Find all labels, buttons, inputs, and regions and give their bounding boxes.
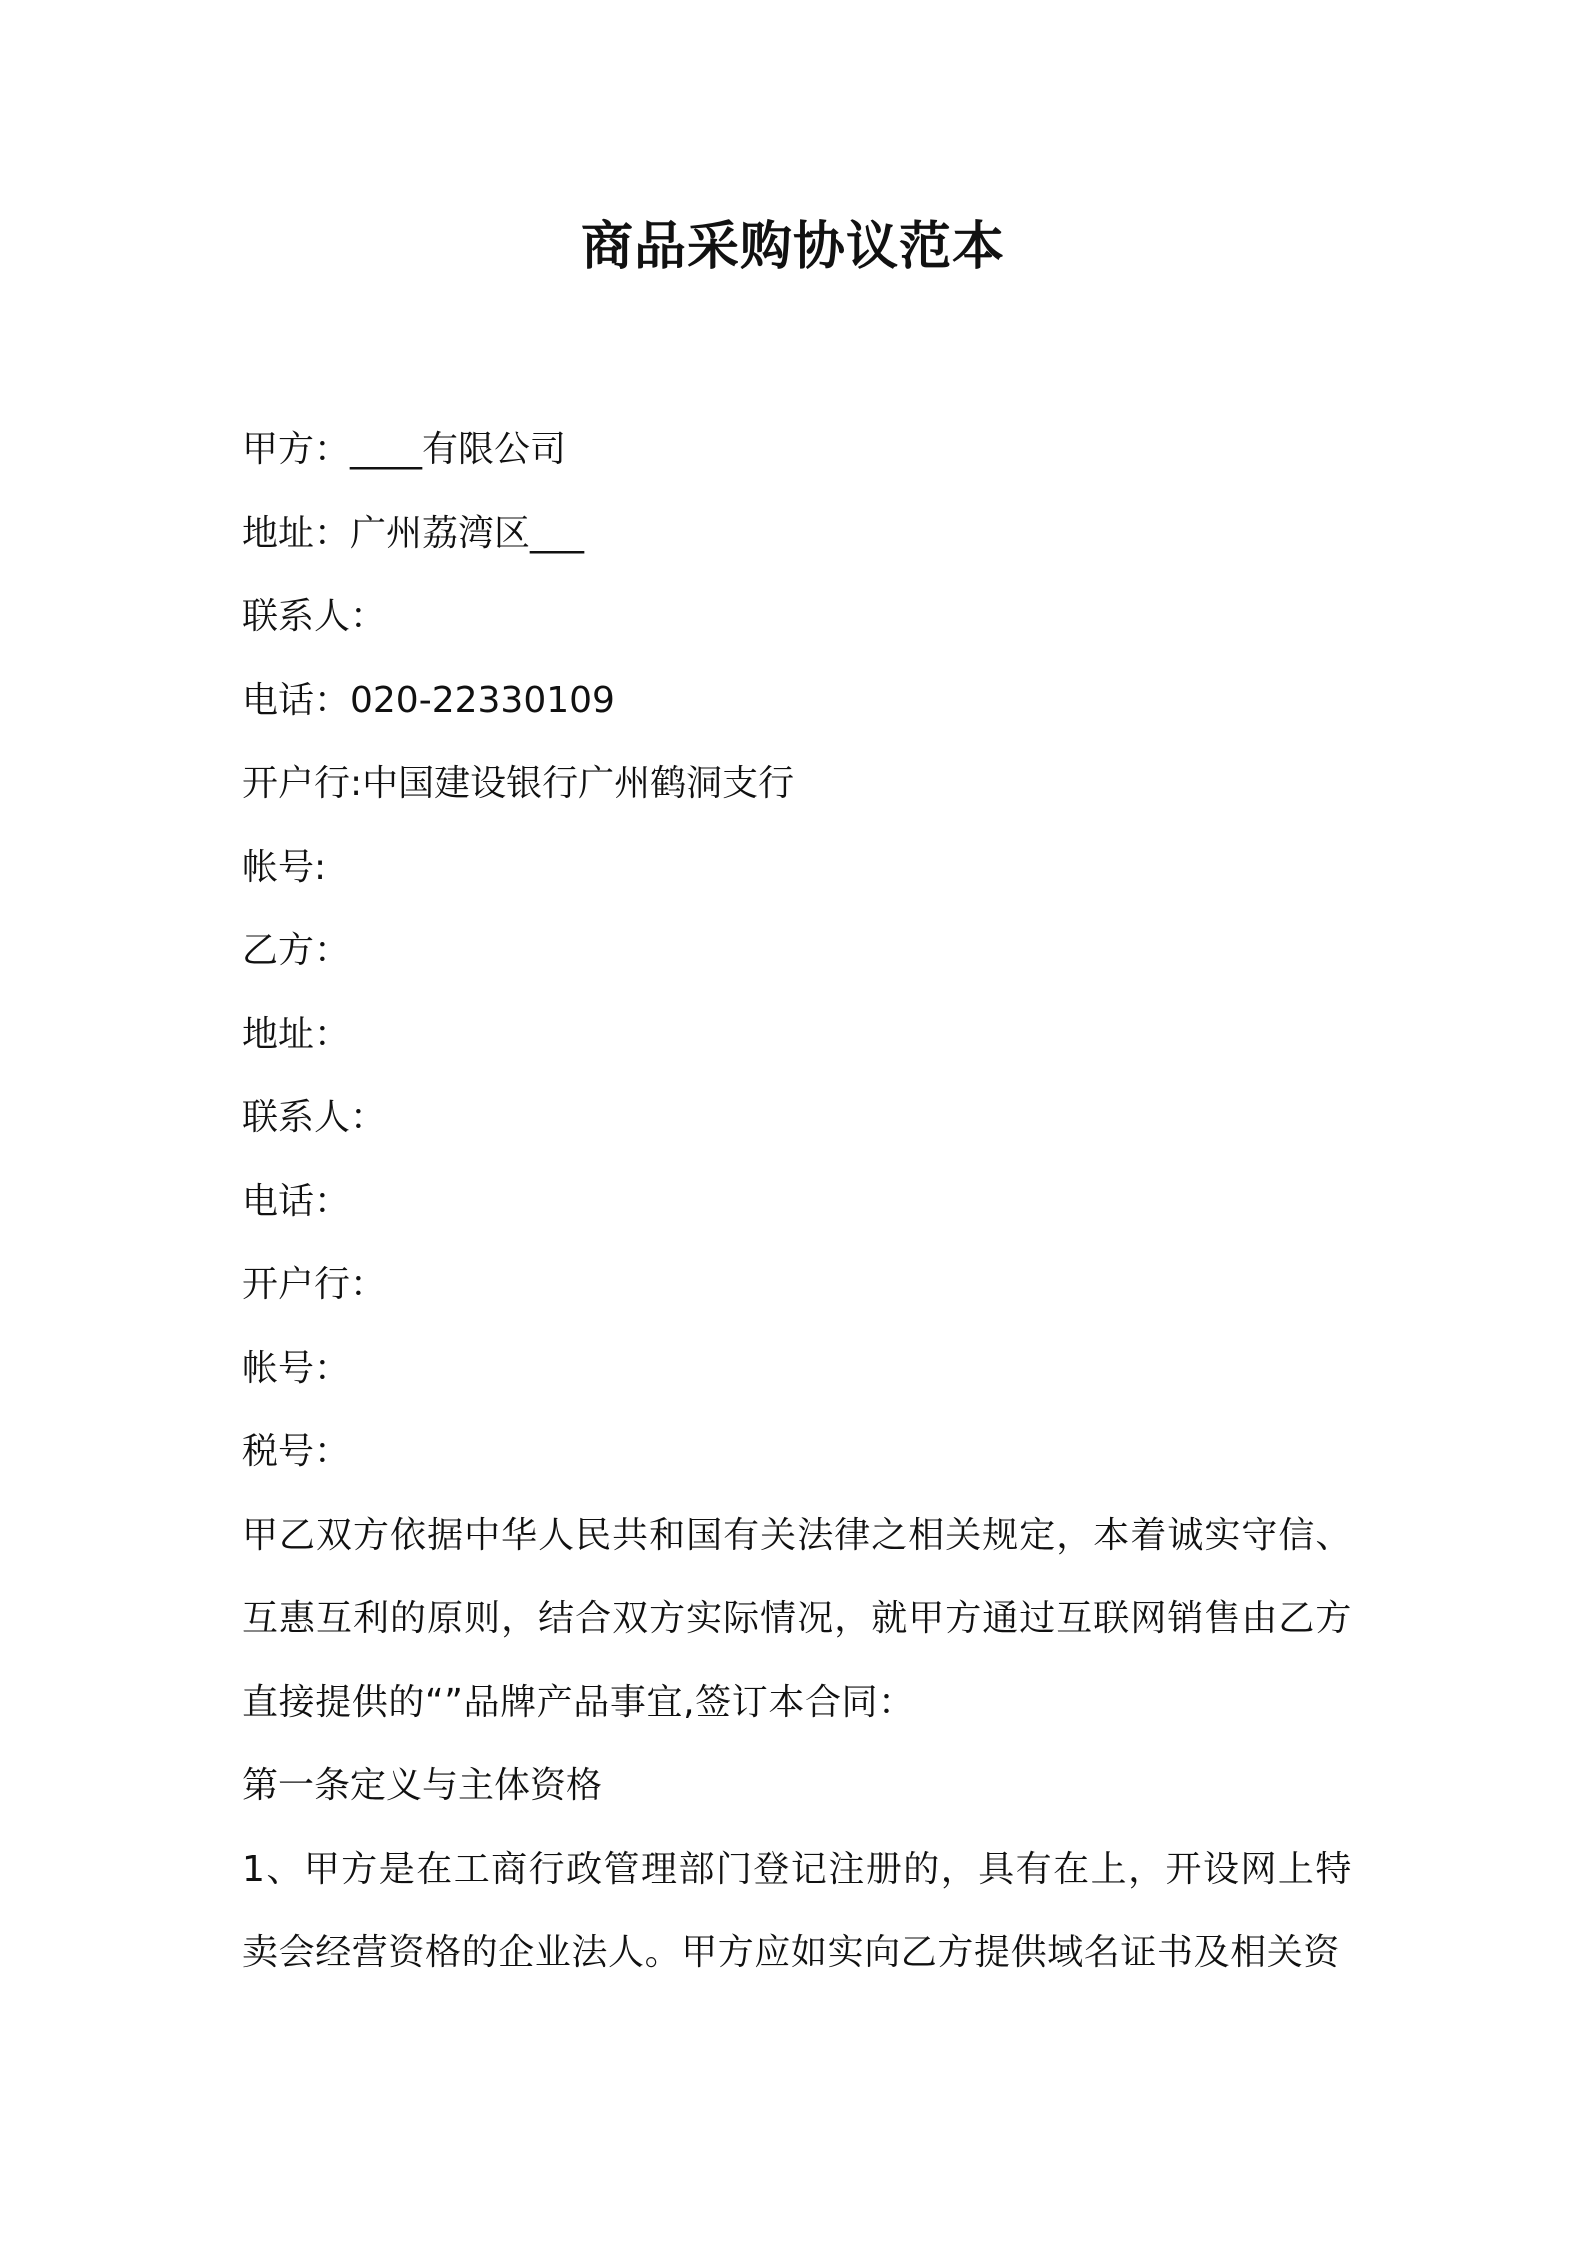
contract-body — [242, 408, 1352, 1995]
party-b-contact: 联系人： — [242, 1097, 387, 1138]
party-b-info — [242, 909, 1352, 1494]
party-b-address: 地址： — [242, 1013, 351, 1055]
article-1-clause-1: 1、甲方是在工商行政管理部门登记注册的，具有在上，开设网上特卖会经营资格的企业法人。甲方应如实向乙方提供域名证书及相关资 — [242, 1848, 1352, 1973]
party-b-name: 乙方： — [242, 930, 351, 971]
party-a-info — [242, 408, 1352, 909]
document-title: 商品采购协议范本 — [580, 217, 1005, 277]
party-b-account: 帐号： — [242, 1347, 351, 1389]
party-b-phone: 电话： — [242, 1180, 351, 1222]
party-a-contact: 联系人： — [242, 596, 387, 637]
party-a-address: 地址：广州荔湾区___ — [242, 512, 585, 554]
party-a-name: 甲方：____有限公司 — [242, 429, 567, 470]
party-a-phone: 电话：020-22330109 — [242, 679, 615, 721]
article-1-heading: 第一条定义与主体资格 — [242, 1765, 603, 1806]
party-b-tax: 税号： — [242, 1431, 351, 1472]
party-a-account: 帐号: — [242, 846, 327, 888]
party-a-bank: 开户行:中国建设银行广州鹤洞支行 — [242, 763, 795, 804]
preamble-paragraph: 甲乙双方依据中华人民共和国有关法律之相关规定，本着诚实守信、互惠互利的原则，结合双方实际情况，就甲方通过互联网销售由乙方直接提供的“”品牌产品事宜,签订本合同： — [242, 1514, 1352, 1723]
party-b-bank: 开户行： — [242, 1264, 387, 1305]
